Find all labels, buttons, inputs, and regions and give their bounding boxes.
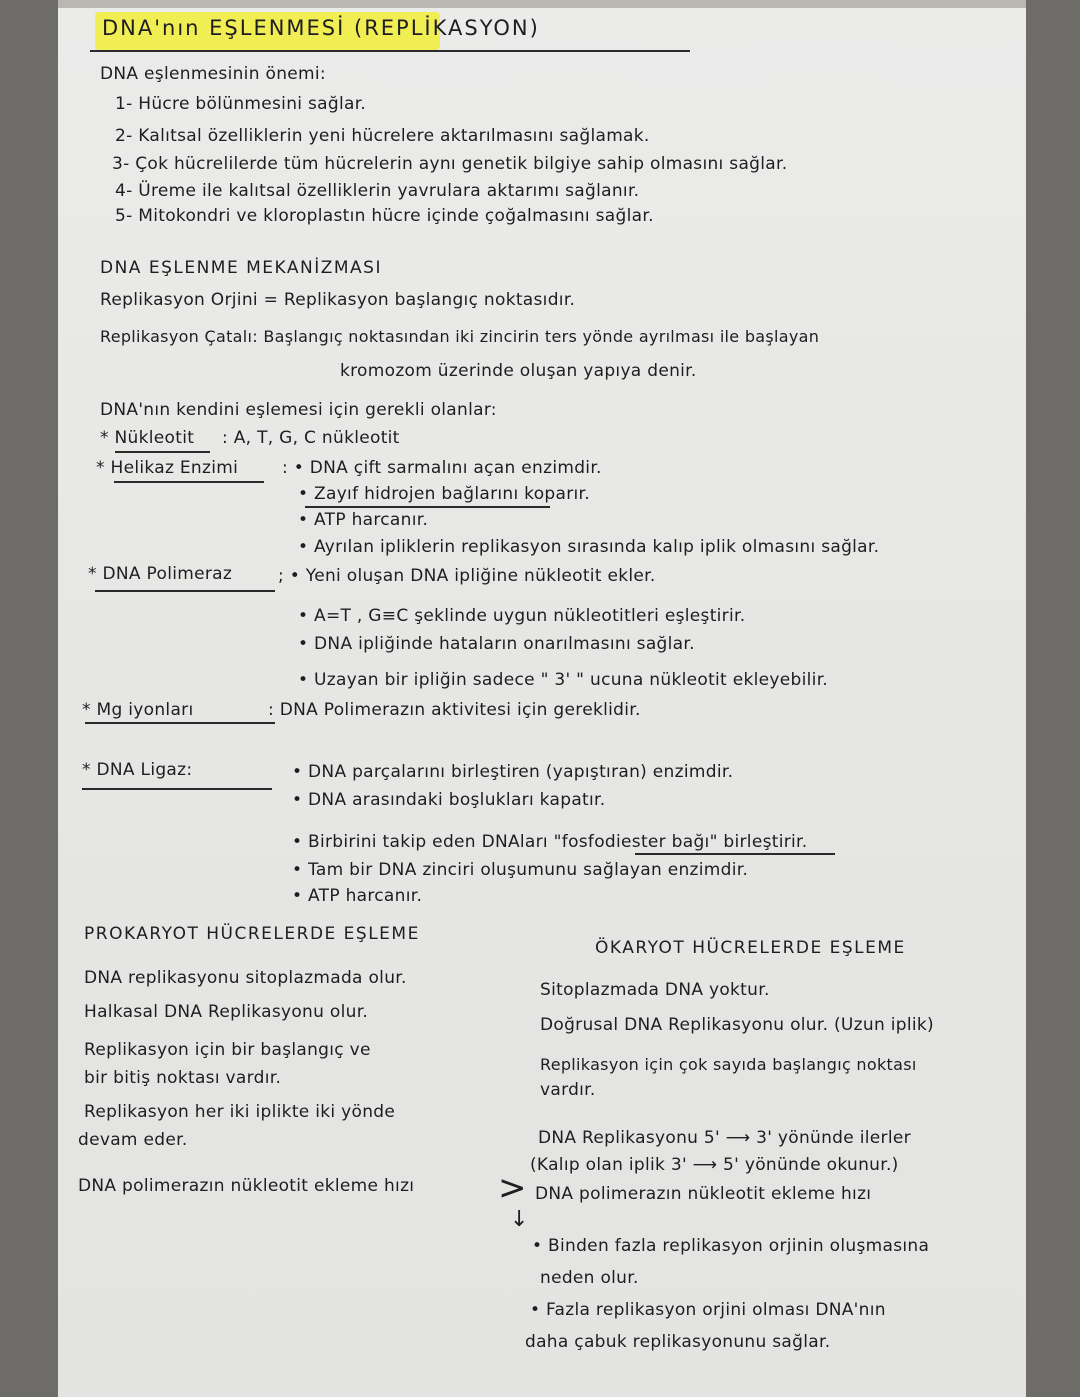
prokaryote-line: devam eder. — [78, 1130, 188, 1150]
polymerase-item: • DNA ipliğinde hataların onarılmasını sağlar. — [298, 634, 695, 654]
eukaryote-line: (Kalıp olan iplik 3' ⟶ 5' yönünde okunur.) — [530, 1155, 899, 1175]
prokaryote-line: Replikasyon için bir başlangıç ve — [84, 1040, 371, 1060]
required-heading: DNA'nın kendini eşlemesi için gerekli olanlar: — [100, 400, 497, 420]
eukaryote-line: Doğrusal DNA Replikasyonu olur. (Uzun iplik) — [540, 1015, 934, 1035]
eukaryote-heading: ÖKARYOT HÜCRELERDE EŞLEME — [595, 938, 906, 958]
prokaryote-heading: PROKARYOT HÜCRELERDE EŞLEME — [84, 924, 420, 944]
ligase-label: * DNA Ligaz: — [82, 760, 193, 780]
underline — [635, 853, 835, 855]
origin-definition: Replikasyon Orjini = Replikasyon başlangıç noktasıdır. — [100, 290, 576, 310]
importance-item: 2- Kalıtsal özelliklerin yeni hücrelere aktarılmasını sağlamak. — [115, 126, 650, 146]
polymerase-item: • Uzayan bir ipliğin sadece " 3' " ucuna nükleotit ekleyebilir. — [298, 670, 829, 690]
label-underline — [82, 788, 272, 790]
importance-heading: DNA eşlenmesinin önemi: — [100, 64, 326, 84]
prokaryote-line: DNA replikasyonu sitoplazmada olur. — [84, 968, 407, 988]
eukaryote-line: vardır. — [540, 1080, 596, 1100]
prokaryote-line: bir bitiş noktası vardır. — [84, 1068, 282, 1088]
eukaryote-line: daha çabuk replikasyonunu sağlar. — [525, 1332, 831, 1352]
eukaryote-line: Replikasyon için çok sayıda başlangıç noktası — [540, 1055, 917, 1074]
prokaryote-line: Replikasyon her iki iplikte iki yönde — [84, 1102, 396, 1122]
label-underline — [95, 590, 275, 592]
helicase-item: • Ayrılan ipliklerin replikasyon sırasında kalıp iplik olmasını sağlar. — [298, 537, 880, 557]
page-top-edge — [58, 0, 1026, 8]
ligase-item: • DNA parçalarını birleştiren (yapıştıran) enzimdir. — [292, 762, 734, 782]
fork-definition: Replikasyon Çatalı: Başlangıç noktasından iki zincirin ters yönde ayrılması ile başlayan — [100, 327, 820, 346]
polymerase-label: * DNA Polimeraz — [88, 564, 233, 584]
mg-label: * Mg iyonları — [82, 700, 194, 720]
ligase-item: • Tam bir DNA zinciri oluşumunu sağlayan enzimdir. — [292, 860, 749, 880]
prokaryote-line: DNA polimerazın nükleotit ekleme hızı — [78, 1176, 415, 1196]
page-title: DNA'nın EŞLENMESİ (REPLİKASYON) — [102, 16, 540, 40]
greater-than-symbol: > — [498, 1168, 527, 1208]
helicase-label: * Helikaz Enzimi — [96, 458, 239, 478]
eukaryote-line: • Fazla replikasyon orjini olması DNA'nın — [530, 1300, 886, 1320]
ligase-item: • ATP harcanır. — [292, 886, 423, 906]
polymerase-item: ; • Yeni oluşan DNA ipliğine nükleotit ekler. — [278, 566, 656, 586]
fork-definition-cont: kromozom üzerinde oluşan yapıya denir. — [340, 361, 697, 381]
eukaryote-line: • Binden fazla replikasyon orjinin oluşmasına — [532, 1236, 930, 1256]
eukaryote-line: neden olur. — [540, 1268, 639, 1288]
importance-item: 4- Üreme ile kalıtsal özelliklerin yavrulara aktarımı sağlanır. — [115, 181, 640, 201]
title-underline — [90, 50, 690, 52]
helicase-item: : • DNA çift sarmalını açan enzimdir. — [282, 458, 602, 478]
nucleotide-label: * Nükleotit — [100, 428, 195, 448]
mg-text: : DNA Polimerazın aktivitesi için gereklidir. — [268, 700, 641, 720]
down-arrow-icon: ↓ — [510, 1207, 529, 1232]
nucleotide-text: : A, T, G, C nükleotit — [222, 428, 400, 448]
helicase-item: • Zayıf hidrojen bağlarını koparır. — [298, 484, 590, 504]
importance-item: 5- Mitokondri ve kloroplastın hücre içinde çoğalmasını sağlar. — [115, 206, 654, 226]
eukaryote-line: Sitoplazmada DNA yoktur. — [540, 980, 770, 1000]
eukaryote-line: DNA polimerazın nükleotit ekleme hızı — [535, 1184, 872, 1204]
label-underline — [115, 451, 210, 453]
importance-item: 3- Çok hücrelilerde tüm hücrelerin aynı genetik bilgiye sahip olmasını sağlar. — [112, 154, 788, 174]
label-underline — [85, 722, 275, 724]
helicase-item: • ATP harcanır. — [298, 510, 429, 530]
prokaryote-line: Halkasal DNA Replikasyonu olur. — [84, 1002, 369, 1022]
importance-item: 1- Hücre bölünmesini sağlar. — [115, 94, 367, 114]
label-underline — [114, 481, 264, 483]
ligase-item: • DNA arasındaki boşlukları kapatır. — [292, 790, 606, 810]
ligase-item: • Birbirini takip eden DNAları "fosfodiester bağı" birleştirir. — [292, 832, 808, 852]
mechanism-heading: DNA EŞLENME MEKANİZMASI — [100, 258, 382, 278]
polymerase-item: • A=T , G≡C şeklinde uygun nükleotitleri eşleştirir. — [298, 606, 746, 626]
eukaryote-line: DNA Replikasyonu 5' ⟶ 3' yönünde ilerler — [538, 1128, 911, 1148]
underline — [305, 506, 550, 508]
